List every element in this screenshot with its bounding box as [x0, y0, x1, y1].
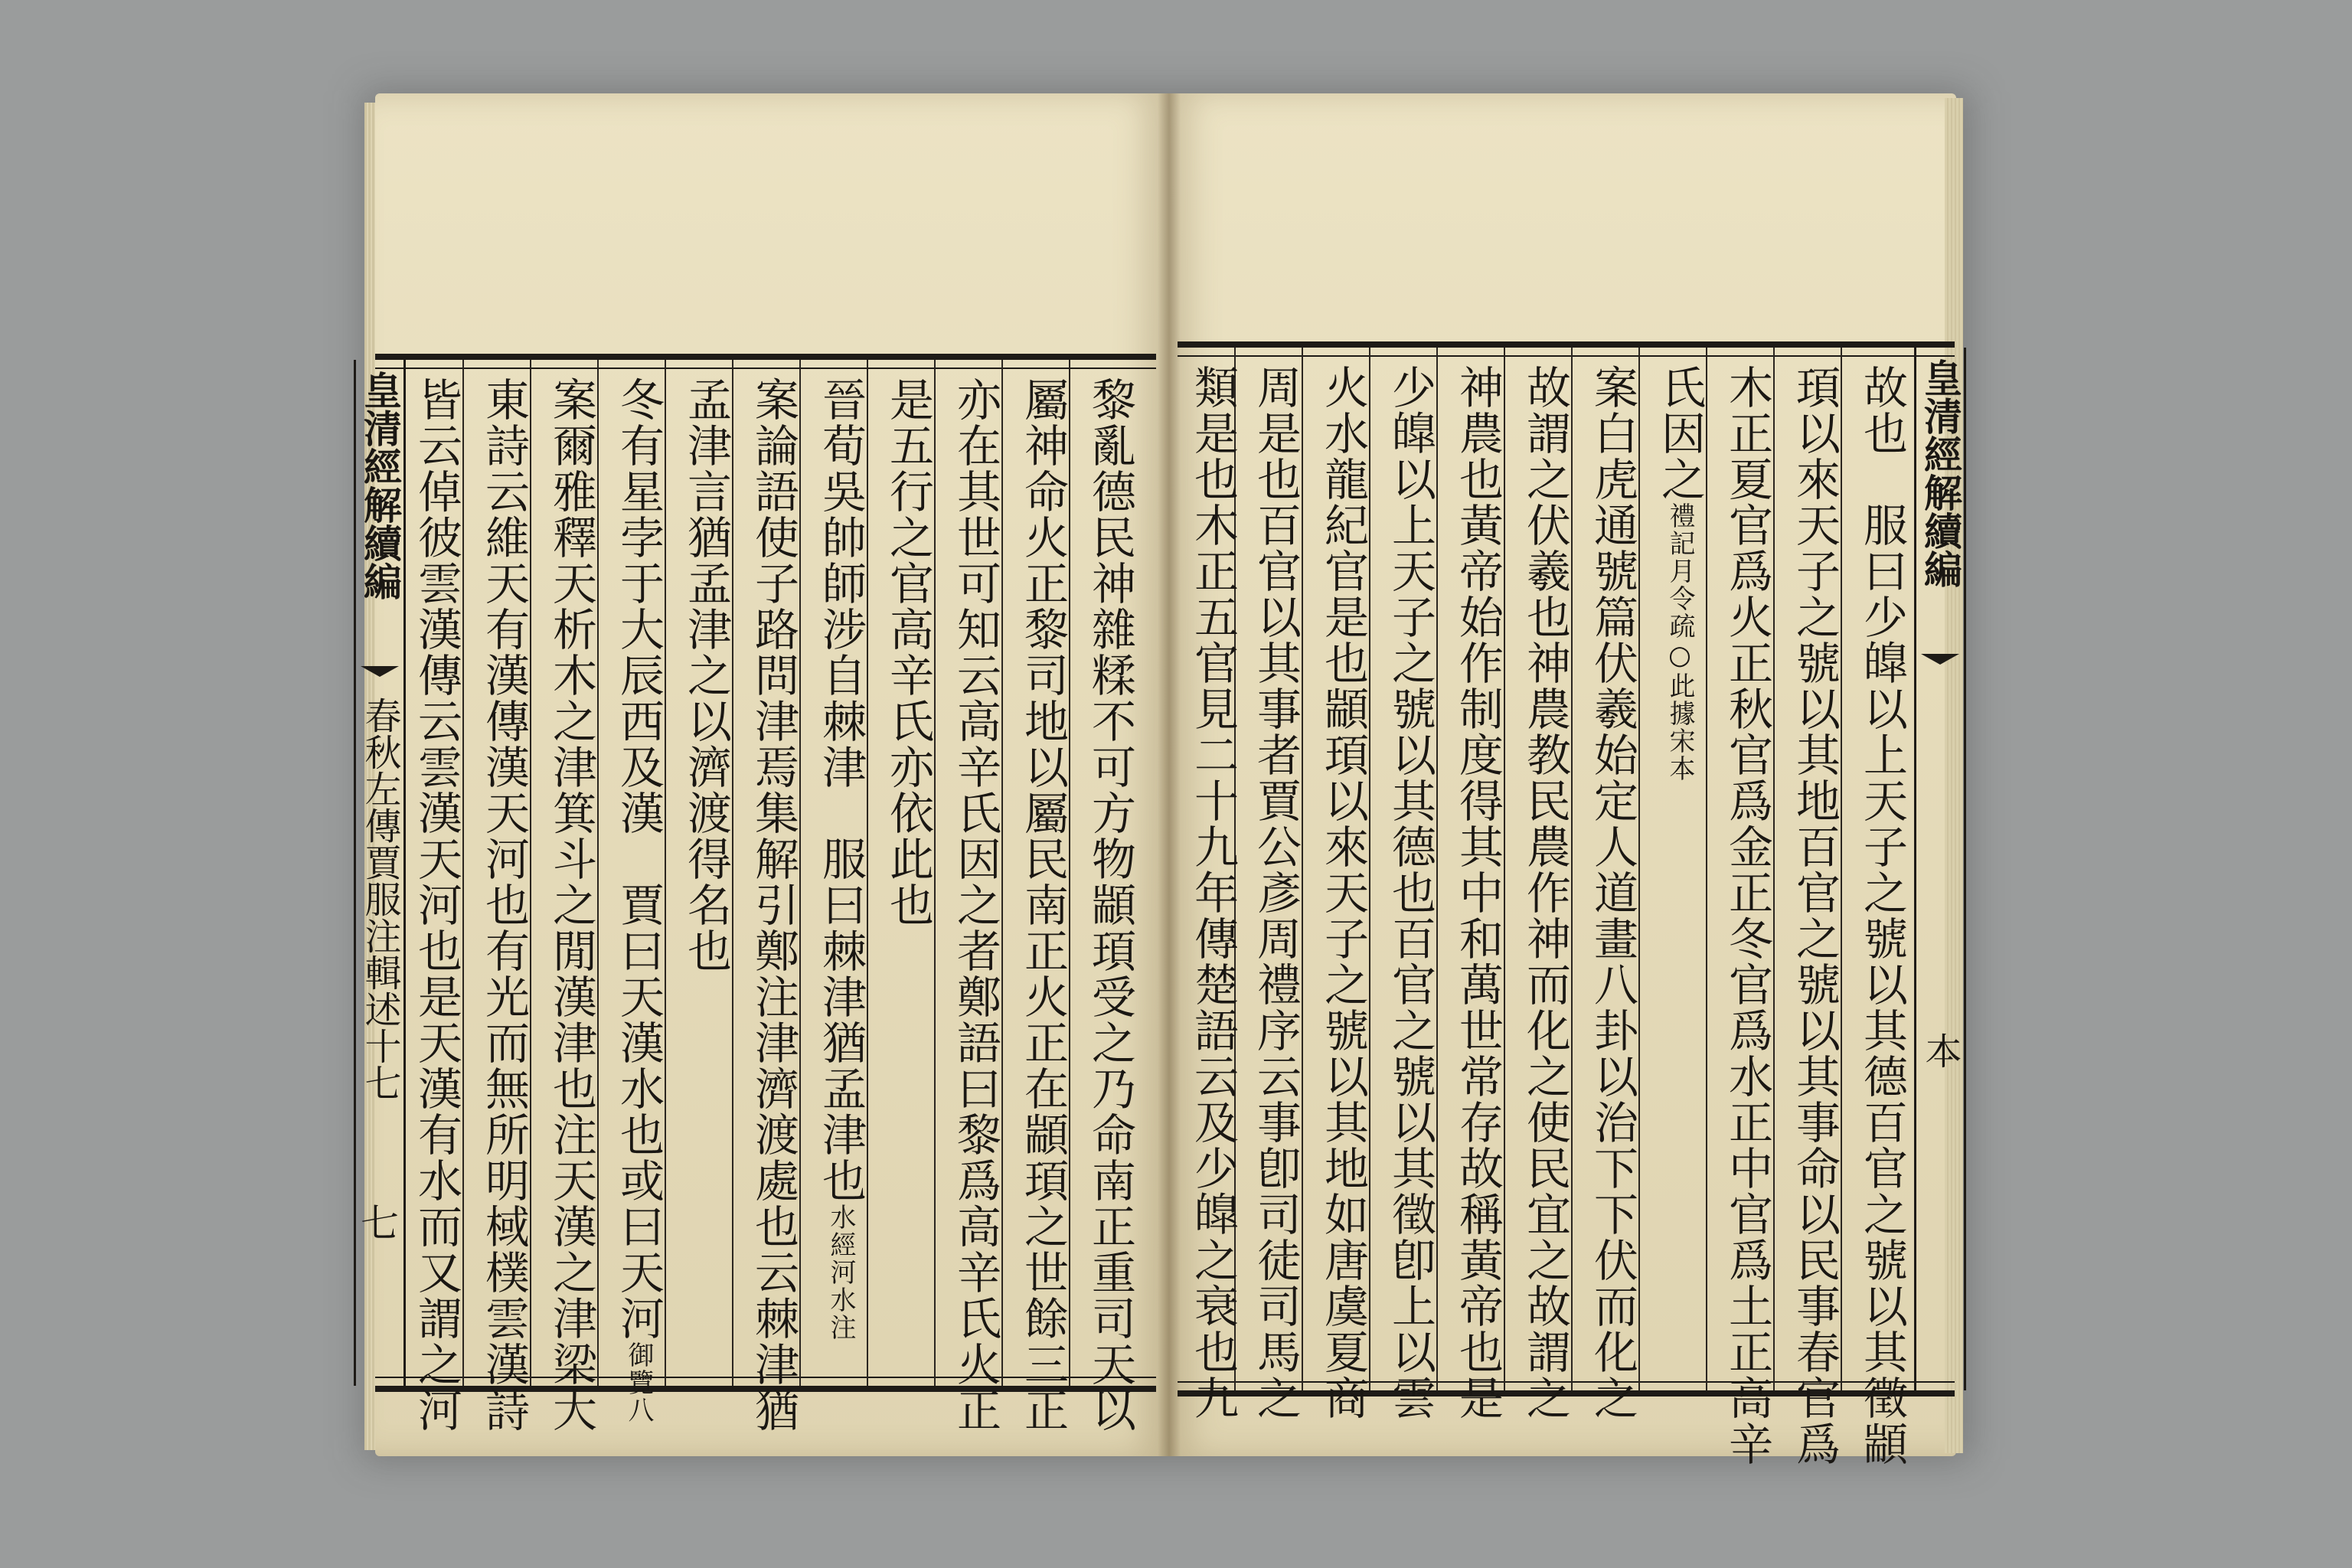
- text-column: 故也 服曰少皥以上天子之號以其德百官之號以其徵顓: [1856, 364, 1908, 1467]
- interlinear-note: 禮記月令疏○此據宋本: [1664, 502, 1695, 782]
- text-column: 屬神命火正黎司地以屬民南正火正在顓頊之世餘三正: [1017, 377, 1069, 1433]
- right-page-banner: [1914, 348, 1966, 1390]
- text-column: 少皥以上天子之號以其德也百官之號以其徵卽上以雲: [1384, 364, 1436, 1421]
- text-column: 神農也黃帝始作制度得其中和萬世常存故稱黃帝也是: [1452, 364, 1504, 1421]
- frame-inner-top-rule: [375, 368, 1156, 369]
- text-column: 類是也木正五官見二十九年傳楚語云及少皥之衰也九: [1187, 364, 1239, 1421]
- fish-tail-mark: [361, 666, 399, 677]
- frame-inner-top-rule: [1178, 355, 1955, 357]
- text-column: 頊以來天子之號以其地百官之號以其事命以民事春官爲: [1788, 364, 1841, 1467]
- text-column: 木正夏官爲火正秋官爲金正冬官爲水正中官爲土正高辛: [1721, 364, 1773, 1467]
- text-column: 是五行之官高辛氏亦依此也: [882, 377, 934, 928]
- text-column: 氏因之禮記月令疏○此據宋本: [1654, 364, 1706, 782]
- text-column: 案白虎通號篇伏羲始定人道畫八卦以治下下伏而化之: [1586, 364, 1638, 1421]
- banner-subtitle: 春秋左傳賈服注輯述十七: [358, 697, 401, 1101]
- text-column: 火水龍紀官是也顓頊以來天子之號以其地如唐虞夏商: [1317, 364, 1369, 1421]
- interlinear-note: 水經河水注: [825, 1204, 856, 1341]
- text-column: 黎亂德民神雜糅不可方物顓頊受之乃命南正重司天以: [1084, 377, 1136, 1433]
- text-column: 冬有星孛于大辰西及漢 賈曰天漢水也或曰天河御覽八: [612, 377, 665, 1424]
- page-number: 七: [361, 1201, 399, 1246]
- text-column: 晉荀吳帥師涉自棘津 服曰棘津猶孟津也水經河水注: [815, 377, 867, 1341]
- right-text-frame: [1178, 341, 1963, 1467]
- text-column: 周是也百官以其事者賈公彥周禮序云事卽司徒司馬之: [1250, 364, 1302, 1421]
- corner-mark: 本: [1919, 1032, 1962, 1069]
- text-column: 孟津言猶孟津之以濟渡得名也: [680, 377, 732, 974]
- interlinear-note: 御覽八: [623, 1341, 654, 1424]
- text-column: 亦在其世可知云高辛氏因之者鄭語曰黎爲高辛氏火正: [949, 377, 1001, 1433]
- text-column: 皆云倬彼雲漢傳云雲漢天河也是天漢有水而又謂之河: [410, 377, 462, 1433]
- text-column: 案論語使子路問津焉集解引鄭注津濟渡處也云棘津猶: [747, 377, 799, 1433]
- left-page-banner: [354, 360, 406, 1386]
- text-column: 東詩云維天有漢傳漢天河也有光而無所明棫樸雲漢詩: [478, 377, 530, 1433]
- banner-title: 皇清經解續編: [358, 371, 403, 600]
- text-column: 案爾雅釋天析木之津箕斗之閒漢津也注天漢之津梁大: [545, 377, 597, 1433]
- fish-tail-mark: [1921, 654, 1959, 665]
- text-column: 故謂之伏羲也神農教民農作神而化之使民宜之故謂之: [1519, 364, 1571, 1421]
- left-text-frame: [358, 354, 1156, 1433]
- banner-title: 皇清經解續編: [1918, 358, 1963, 588]
